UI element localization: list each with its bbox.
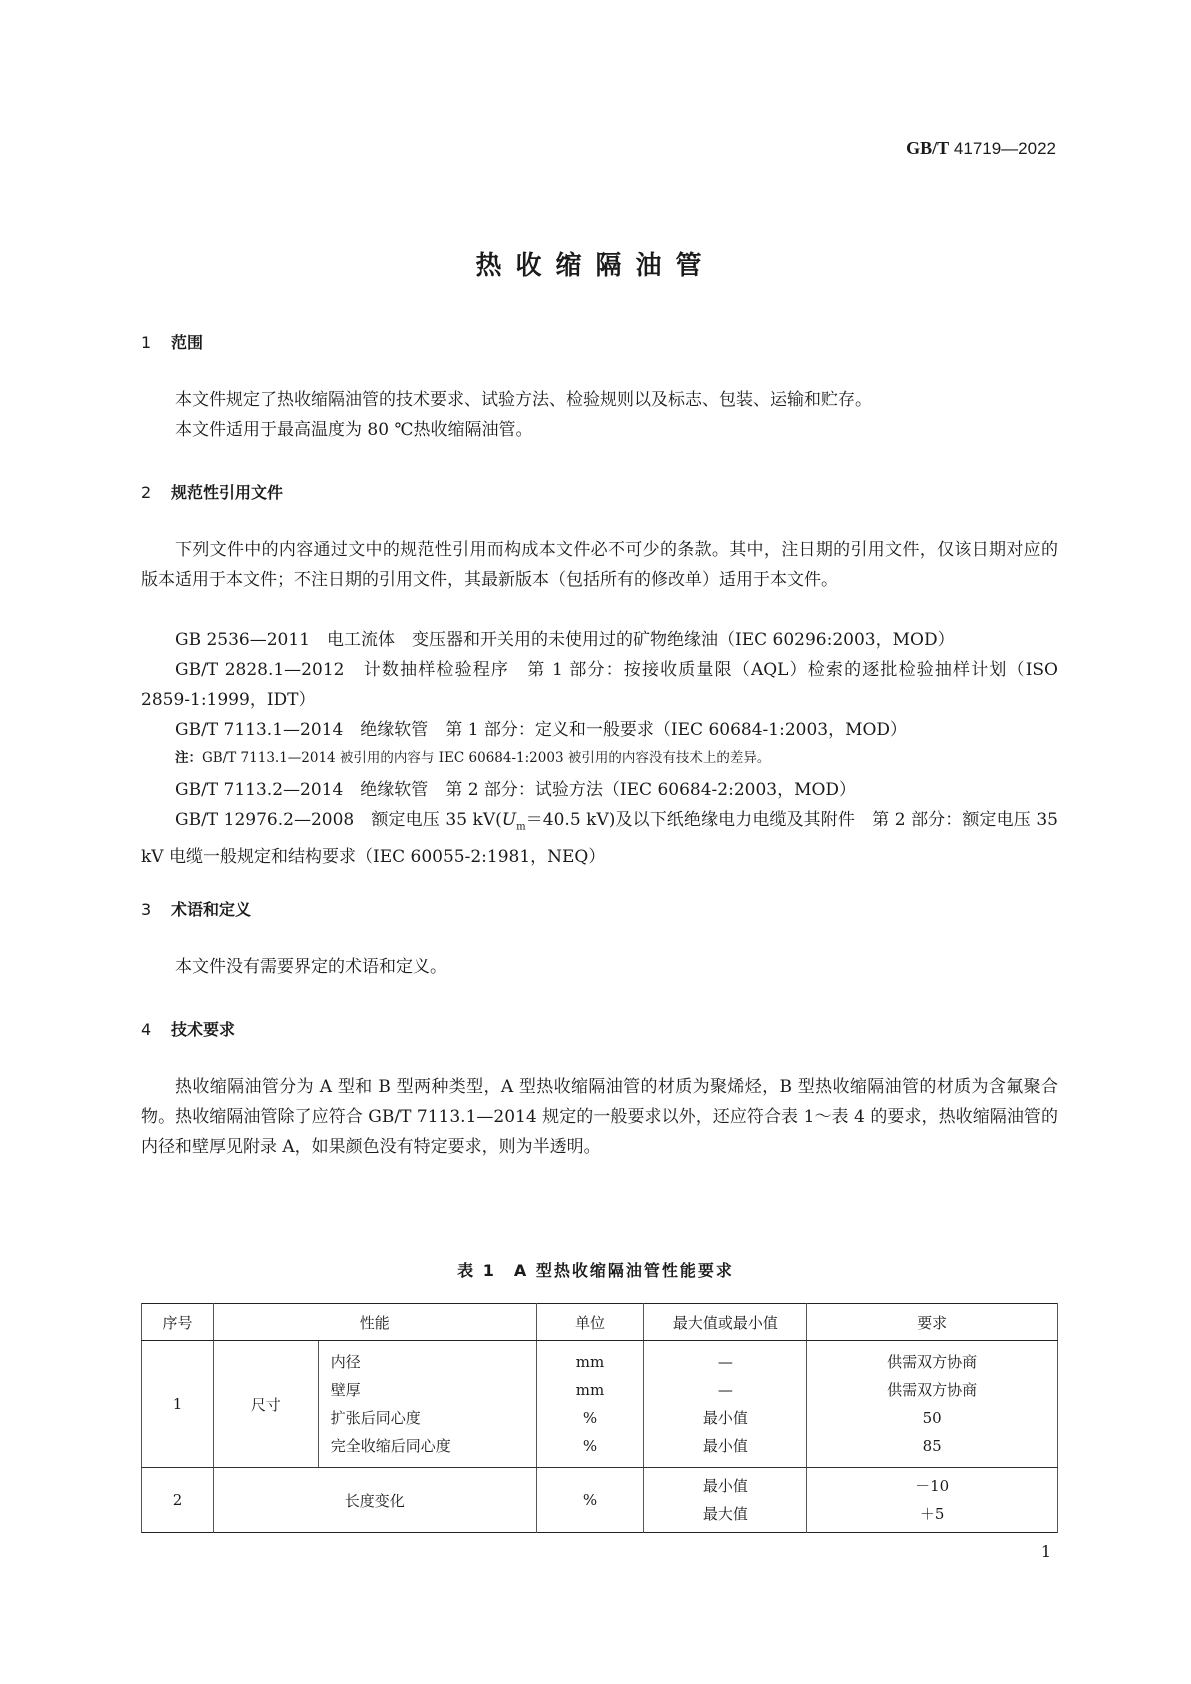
property: 扩张后同心度 <box>330 1409 421 1427</box>
section-heading-4 <box>141 1017 235 1040</box>
limit: — <box>717 1381 733 1399</box>
section-heading-3 <box>141 897 251 920</box>
table-row <box>142 1468 1058 1533</box>
paragraph: 本文件适用于最高温度为 80 ℃热收缩隔油管。 <box>175 420 533 440</box>
table-header-row <box>142 1304 1058 1341</box>
unit: mm <box>575 1353 605 1371</box>
requirement-list <box>807 1468 1058 1533</box>
header-property: 性能 <box>213 1304 536 1341</box>
requirement: ＋5 <box>919 1505 945 1523</box>
property-list <box>318 1341 536 1468</box>
unit-list <box>536 1341 644 1468</box>
section-number: 4 <box>141 1020 152 1039</box>
reference-subscript: m <box>516 821 526 833</box>
limit: 最小值 <box>702 1477 748 1495</box>
section-heading-1 <box>141 330 203 353</box>
note-label: 注： <box>175 750 202 766</box>
section-title: 范围 <box>171 333 204 352</box>
standard-number: 41719—2022 <box>953 139 1056 158</box>
table-caption: 表 1 A 型热收缩隔油管性能要求 <box>457 1261 734 1280</box>
reference-text: ＝40.5 kV)及以下纸绝缘电力电缆及其附件 第 2 部分：额定电压 35 kV 电缆一般规定和结构要求（IEC 60055-2:1981，NEQ） <box>141 810 1058 868</box>
header-index: 序号 <box>142 1304 214 1341</box>
note <box>175 748 770 768</box>
standard-code <box>906 138 1056 159</box>
section-number: 3 <box>141 900 152 919</box>
header-limit: 最大值或最小值 <box>644 1304 807 1341</box>
limit: 最小值 <box>702 1437 748 1455</box>
requirement: 供需双方协商 <box>887 1381 978 1399</box>
section-number: 1 <box>141 333 152 352</box>
row-unit: % <box>536 1468 644 1533</box>
paragraph: 下列文件中的内容通过文中的规范性引用而构成本文件必不可少的条款。其中，注日期的引用文件，仅该日期对应的版本适用于本文件；不注日期的引用文件，其最新版本（包括所有的修改单）适用于本文件。 <box>141 540 1058 590</box>
paragraph: 本文件没有需要界定的术语和定义。 <box>175 957 447 977</box>
property: 内径 <box>330 1353 361 1371</box>
reference-item: GB 2536—2011 电工流体 变压器和开关用的未使用过的矿物绝缘油（IEC 60296:2003，MOD） <box>175 630 955 650</box>
limit-list <box>644 1341 807 1468</box>
unit: % <box>582 1437 598 1455</box>
page-number: 1 <box>1040 1542 1051 1561</box>
limit: 最大值 <box>702 1505 748 1523</box>
standard-prefix: GB/T <box>906 138 950 158</box>
section-title: 术语和定义 <box>171 900 252 919</box>
requirement: 85 <box>922 1437 942 1455</box>
requirement: 供需双方协商 <box>887 1353 978 1371</box>
unit: % <box>582 1409 598 1427</box>
reference-variable: U <box>501 810 517 830</box>
reference-item: GB/T 2828.1—2012 计数抽样检验程序 第 1 部分：按接收质量限（AQL）检索的逐批检验抽样计划（ISO 2859-1:1999，IDT） <box>141 660 1058 710</box>
document-title: 热收缩隔油管 <box>475 251 716 281</box>
performance-table <box>141 1303 1058 1533</box>
paragraph: 本文件规定了热收缩隔油管的技术要求、试验方法、检验规则以及标志、包装、运输和贮存。 <box>175 390 872 410</box>
row-group: 尺寸 <box>213 1341 318 1468</box>
section-title: 技术要求 <box>171 1020 236 1039</box>
reference-item <box>141 805 1058 872</box>
limit: 最小值 <box>702 1409 748 1427</box>
reference-text: GB/T 12976.2—2008 额定电压 35 kV( <box>175 810 502 830</box>
requirement: 50 <box>922 1409 942 1427</box>
row-property: 长度变化 <box>213 1468 536 1533</box>
limit-list <box>644 1468 807 1533</box>
note-text: GB/T 7113.1—2014 被引用的内容与 IEC 60684-1:2003 被引用的内容没有技术上的差异。 <box>202 750 771 766</box>
table-row <box>142 1341 1058 1468</box>
unit: mm <box>575 1381 605 1399</box>
header-unit: 单位 <box>536 1304 644 1341</box>
property: 完全收缩后同心度 <box>330 1437 451 1455</box>
limit: — <box>717 1353 733 1371</box>
section-title: 规范性引用文件 <box>171 483 284 502</box>
section-number: 2 <box>141 483 152 502</box>
header-requirement: 要求 <box>807 1304 1058 1341</box>
row-index: 2 <box>142 1468 214 1533</box>
requirement: －10 <box>915 1477 950 1495</box>
paragraph: 热收缩隔油管分为 A 型和 B 型两种类型，A 型热收缩隔油管的材质为聚烯烃，B 型热收缩隔油管的材质为含氟聚合物。热收缩隔油管除了应符合 GB/T 7113.1—2014 规定的一般要求以外，还应符合表 1～表 4 的要求，热收缩隔油管的内径和壁厚见附录 A，如果颜色没有特定要求，则为半透明。 <box>141 1077 1058 1157</box>
property: 壁厚 <box>330 1381 361 1399</box>
section-heading-2 <box>141 480 283 503</box>
reference-item: GB/T 7113.2—2014 绝缘软管 第 2 部分：试验方法（IEC 60684-2:2003，MOD） <box>175 780 857 800</box>
reference-item: GB/T 7113.1—2014 绝缘软管 第 1 部分：定义和一般要求（IEC 60684-1:2003，MOD） <box>175 720 908 740</box>
row-index: 1 <box>142 1341 214 1468</box>
requirement-list <box>807 1341 1058 1468</box>
